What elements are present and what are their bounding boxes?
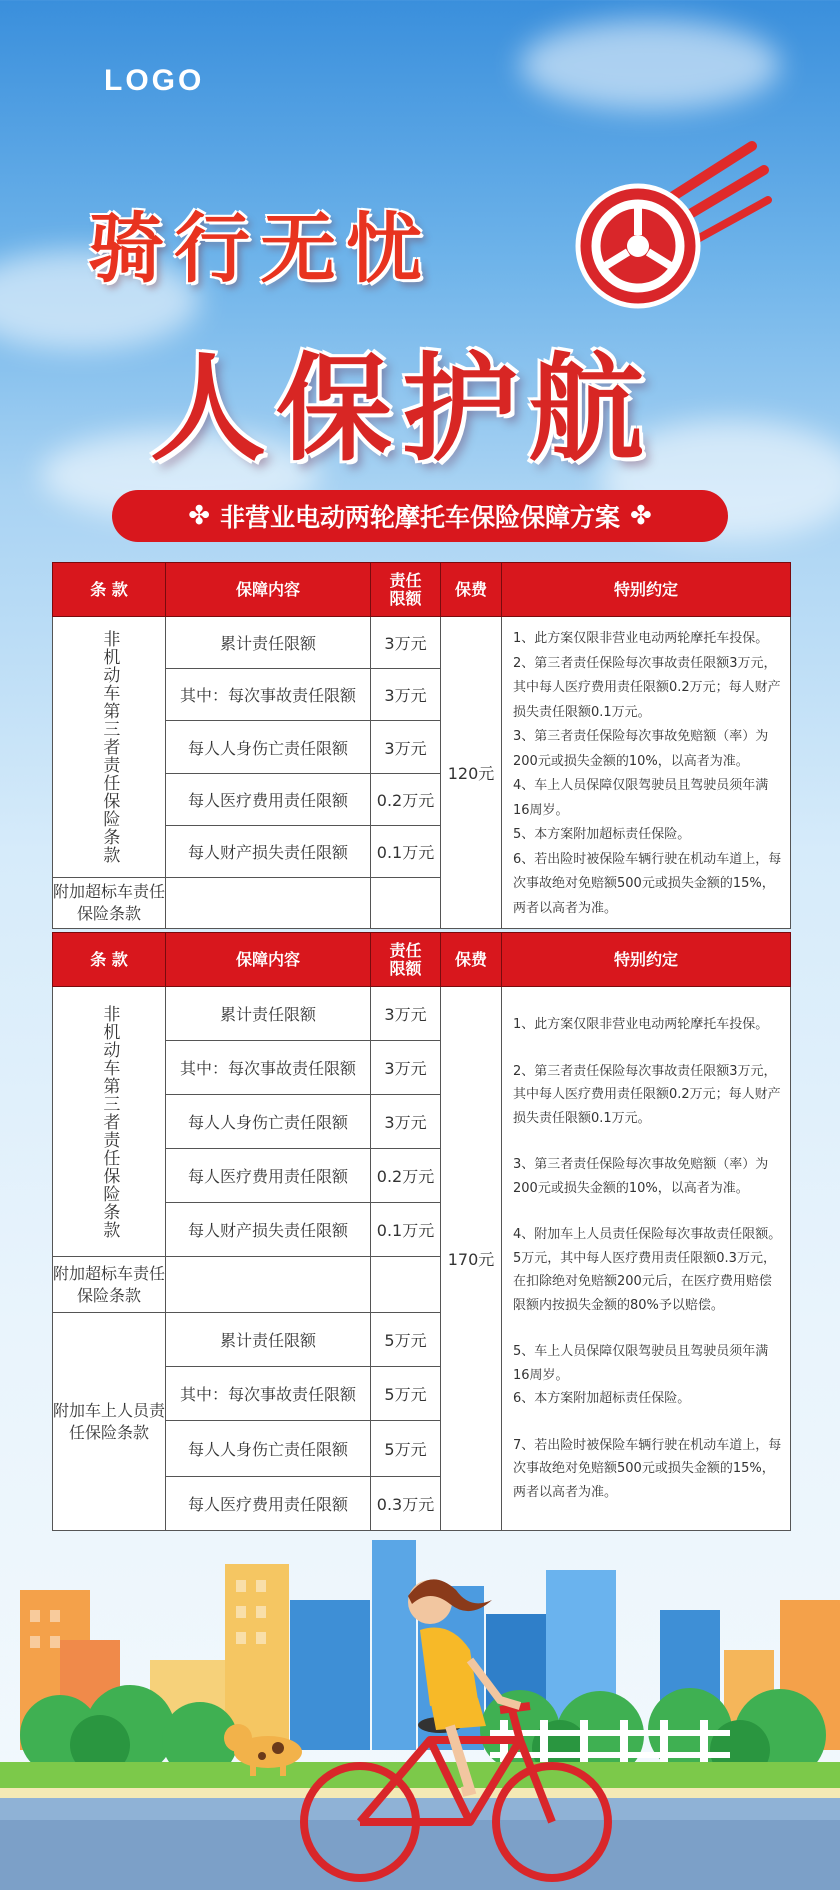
header-content: 保障内容 bbox=[166, 563, 371, 617]
cloud bbox=[520, 20, 780, 110]
limit-cell: 0.1万元 bbox=[371, 826, 441, 878]
limit-cell: 3万元 bbox=[371, 1041, 441, 1095]
item-cell: 每人财产损失责任限额 bbox=[166, 1203, 371, 1257]
city-cyclist-illustration bbox=[0, 1530, 840, 1890]
limit-cell: 5万元 bbox=[371, 1367, 441, 1421]
premium-cell: 120元 bbox=[441, 617, 502, 929]
clause-passenger: 附加车上人员责任保险条款 bbox=[53, 1313, 166, 1531]
note-item: 4、车上人员保障仅限驾驶员且驾驶员须年满16周岁。 bbox=[513, 778, 769, 818]
item-cell: 每人医疗费用责任限额 bbox=[166, 774, 371, 826]
item-cell: 每人人身伤亡责任限额 bbox=[166, 1421, 371, 1477]
header-special: 特别约定 bbox=[502, 563, 791, 617]
note-item: 7、若出险时被保险车辆行驶在机动车道上，每次事故绝对免赔额500元或损失金额的15%，两者以高者为准。 bbox=[513, 1437, 782, 1500]
plan2-table bbox=[52, 932, 791, 1531]
item-cell: 其中：每次事故责任限额 bbox=[166, 1041, 371, 1095]
note-item: 6、本方案附加超标责任保险。 bbox=[513, 1391, 691, 1406]
item-cell: 其中：每次事故责任限额 bbox=[166, 669, 371, 721]
note-item: 3、第三者责任保险每次事故免赔额（率）为200元或损失金额的10%，以高者为准。 bbox=[513, 729, 769, 769]
clause-extra: 附加超标车责任保险条款 bbox=[53, 1257, 166, 1313]
subtitle-banner bbox=[112, 490, 728, 542]
note-item: 1、此方案仅限非营业电动两轮摩托车投保。 bbox=[513, 1017, 769, 1032]
item-cell: 累计责任限额 bbox=[166, 617, 371, 669]
limit-cell: 3万元 bbox=[371, 1095, 441, 1149]
limit-cell: 3万元 bbox=[371, 721, 441, 774]
speeding-wheel-icon bbox=[572, 140, 772, 310]
limit-cell: 0.2万元 bbox=[371, 774, 441, 826]
item-cell: 每人人身伤亡责任限额 bbox=[166, 1095, 371, 1149]
plan1-table bbox=[52, 562, 791, 929]
clause-extra: 附加超标车责任保险条款 bbox=[53, 878, 166, 929]
item-cell: 每人医疗费用责任限额 bbox=[166, 1477, 371, 1531]
limit-cell: 0.2万元 bbox=[371, 1149, 441, 1203]
item-cell: 每人医疗费用责任限额 bbox=[166, 1149, 371, 1203]
limit-cell: 3万元 bbox=[371, 987, 441, 1041]
limit-cell: 3万元 bbox=[371, 617, 441, 669]
table-row bbox=[53, 987, 791, 1041]
empty-cell bbox=[371, 1257, 441, 1313]
note-item: 2、第三者责任保险每次事故责任限额3万元，其中每人医疗费用责任限额0.2万元；每人财产损失责任限额0.1万元。 bbox=[513, 655, 781, 720]
subtitle-text: 非营业电动两轮摩托车保险保障方案 bbox=[219, 503, 620, 532]
header-premium: 保费 bbox=[441, 933, 502, 987]
clause-main: 非机动车第三者责任保险条款 bbox=[53, 617, 166, 878]
item-cell: 每人人身伤亡责任限额 bbox=[166, 721, 371, 774]
item-cell: 其中：每次事故责任限额 bbox=[166, 1367, 371, 1421]
logo: LOGO bbox=[104, 64, 205, 97]
note-item: 6、若出险时被保险车辆行驶在机动车道上，每次事故绝对免赔额500元或损失金额的15%，两者以高者为准。 bbox=[513, 851, 782, 916]
limit-cell: 0.3万元 bbox=[371, 1477, 441, 1531]
item-cell: 累计责任限额 bbox=[166, 1313, 371, 1367]
headline-line2: 人保护航 bbox=[150, 341, 654, 477]
note-item: 5、车上人员保障仅限驾驶员且驾驶员须年满16周岁。 bbox=[513, 1344, 769, 1383]
header-limit: 责任限额 bbox=[371, 933, 441, 987]
empty-cell bbox=[166, 1257, 371, 1313]
limit-cell: 5万元 bbox=[371, 1421, 441, 1477]
premium-cell: 170元 bbox=[441, 987, 502, 1531]
note-item: 5、本方案附加超标责任保险。 bbox=[513, 827, 691, 842]
table-header-row bbox=[53, 933, 791, 987]
table-header-row bbox=[53, 563, 791, 617]
header-clause: 条 款 bbox=[53, 563, 166, 617]
flower-icon: ✤ bbox=[188, 501, 210, 531]
special-notes bbox=[502, 987, 791, 1531]
limit-cell: 0.1万元 bbox=[371, 1203, 441, 1257]
header-clause: 条 款 bbox=[53, 933, 166, 987]
headline-line1: 骑行无忧 bbox=[88, 204, 432, 293]
header-premium: 保费 bbox=[441, 563, 502, 617]
item-cell: 累计责任限额 bbox=[166, 987, 371, 1041]
empty-cell bbox=[166, 878, 371, 929]
note-item: 3、第三者责任保险每次事故免赔额（率）为200元或损失金额的10%，以高者为准。 bbox=[513, 1157, 769, 1196]
flower-icon: ✤ bbox=[630, 501, 652, 531]
empty-cell bbox=[371, 878, 441, 929]
header-special: 特别约定 bbox=[502, 933, 791, 987]
table-row bbox=[53, 617, 791, 669]
header-limit: 责任限额 bbox=[371, 563, 441, 617]
limit-cell: 5万元 bbox=[371, 1313, 441, 1367]
item-cell: 每人财产损失责任限额 bbox=[166, 826, 371, 878]
note-item: 4、附加车上人员责任保险每次事故责任限额。5万元，其中每人医疗费用责任限额0.3万元，在扣除绝对免赔额200元后，在医疗费用赔偿限额内按损失金额的80%予以赔偿。 bbox=[513, 1227, 782, 1313]
note-item: 2、第三者责任保险每次事故责任限额3万元，其中每人医疗费用责任限额0.2万元；每人财产损失责任限额0.1万元。 bbox=[513, 1063, 781, 1126]
limit-cell: 3万元 bbox=[371, 669, 441, 721]
header-content: 保障内容 bbox=[166, 933, 371, 987]
note-item: 1、此方案仅限非营业电动两轮摩托车投保。 bbox=[513, 631, 769, 646]
special-notes bbox=[502, 617, 791, 929]
clause-main: 非机动车第三者责任保险条款 bbox=[53, 987, 166, 1257]
